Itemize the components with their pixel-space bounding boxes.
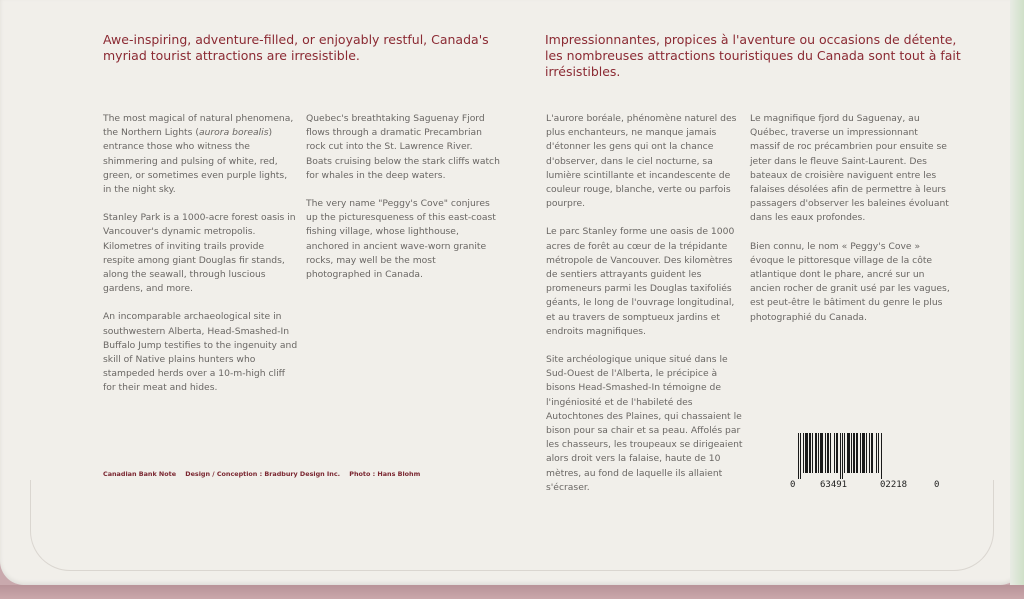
barcode-bar <box>820 433 823 473</box>
barcode-group-1: 63491 <box>820 480 848 490</box>
heading-english: Awe-inspiring, adventure-filled, or enjoyably restful, Canada's myriad tourist attractions are irresistible. <box>103 32 489 63</box>
envelope-flap-outline <box>30 480 994 571</box>
barcode-bar <box>800 433 801 479</box>
barcode-bar <box>844 433 845 473</box>
english-column-1 <box>103 112 298 410</box>
barcode-bar <box>798 433 799 479</box>
barcode-bar <box>869 433 870 473</box>
barcode-right-digit: 0 <box>934 480 940 490</box>
barcode-bar <box>836 433 838 473</box>
barcode-bars <box>796 433 936 479</box>
barcode-group-2: 02218 <box>880 480 908 490</box>
barcode-bar <box>853 433 855 473</box>
paragraph-fjord-saguenay: Le magnifique fjord du Saguenay, au Québec, traverse un impressionnant massif de roc précambrien pour ensuite se jeter dans le fleuve Saint-Laurent. Des bateaux de croisière naviguent entre les falaises désolées afin de permettre à leurs passagers d'observer les baleines évoluant dans les eaux profondes. <box>750 113 949 224</box>
barcode-bar <box>871 433 873 473</box>
barcode-bar <box>812 433 813 473</box>
paragraph-aurore-boreale: L'aurore boréale, phénomène naturel des plus enchanteurs, ne manque jamais d'étonner les gens qui ont la chance d'observer, dans le ciel nocturne, sa lumière scintillante et incandescente de couleur rouge, blanche, verte ou parfois pourpre. <box>546 113 737 210</box>
french-column-2 <box>750 112 950 339</box>
barcode-bar <box>818 433 819 473</box>
paragraph-peggys-cove-fr: Bien connu, le nom « Peggy's Cove » évoque le pittoresque village de la côte atlantique dont le phare, ancré sur un ancien rocher de granit usé par les vagues, est peut-être le bâtiment du genre le plus photographié du Canada. <box>750 240 950 323</box>
barcode-bar <box>878 433 879 473</box>
heading-french: Impressionnantes, propices à l'aventure ou occasions de détente, les nombreuses attractions touristiques du Canada sont tout à fait irrésistibles. <box>545 32 961 79</box>
italic-term: aurora borealis <box>198 127 269 139</box>
barcode-bar <box>827 433 829 473</box>
english-column-2 <box>306 112 501 296</box>
envelope-edge <box>1010 0 1024 585</box>
paragraph-stanley-park: Stanley Park is a 1000-acre forest oasis in Vancouver's dynamic metropolis. Kilometres of inviting trails provide respite among giant Douglas fir stands, along the seawall, through luscious gardens, and more. <box>103 212 296 295</box>
credit-design: Design / Conception : Bradbury Design Inc. <box>185 470 341 478</box>
barcode-bar <box>830 433 831 473</box>
paragraph-site-archeologique: Site archéologique unique situé dans le Sud-Ouest de l'Alberta, le précipice à bisons Head-Smashed-In témoigne de l'ingéniosité et de l'habileté des Autochtones des Plaines, qui chassaient le bison pour sa chair et sa peau. Affolés par les chasseurs, les troupeaux se dirigeaient alors droit vers la falaise, haute de 10 mètres, au fond de laquelle ils allaient s'écraser. <box>546 354 743 493</box>
paragraph-peggys-cove: The very name "Peggy's Cove" conjures up the picturesqueness of this east-coast fishing village, whose lighthouse, anchored in ancient wave-worn granite rocks, may well be the most photographed in Canada. <box>306 198 496 281</box>
barcode-bar <box>803 433 804 473</box>
barcode-bar <box>825 433 826 473</box>
barcode-bar <box>809 433 811 473</box>
barcode-bar <box>881 433 882 479</box>
credits-line <box>103 470 427 478</box>
paragraph-saguenay-fjord: Quebec's breathtaking Saguenay Fjord flows through a dramatic Precambrian rock cut into the St. Lawrence River. Boats cruising below the stark cliffs watch for whales in the deep waters. <box>306 113 500 181</box>
barcode-left-digit: 0 <box>790 480 796 490</box>
paragraph-parc-stanley: Le parc Stanley forme une oasis de 1000 acres de forêt au cœur de la trépidante métropole de Vancouver. Des kilomètres de sentiers attrayants guident les promeneurs parmi les Douglas taxifoliés géants, le long de l'ouvrage longitudinal, et au travers de somptueux jardins et endroits magnifiques. <box>546 226 735 337</box>
barcode-bar <box>840 433 841 479</box>
barcode-bar <box>847 433 850 473</box>
credit-photo: Photo : Hans Blohm <box>349 470 421 478</box>
barcode-bar <box>851 433 852 473</box>
credit-printer: Canadian Bank Note <box>103 470 177 478</box>
barcode <box>790 433 940 491</box>
barcode-bar <box>856 433 858 473</box>
barcode-bar <box>842 433 843 479</box>
barcode-bar <box>860 433 861 473</box>
text-fragment: ) entrance those who witness the shimmering and pulsing of white, red, green, or sometimes even purple lights, in the night sky. <box>103 127 288 196</box>
barcode-bar <box>834 433 835 473</box>
barcode-bar <box>815 433 817 473</box>
french-column-1 <box>546 112 746 509</box>
paragraph-northern-lights <box>103 112 298 197</box>
barcode-bar <box>805 433 808 473</box>
paragraph-head-smashed-in: An incomparable archaeological site in southwestern Alberta, Head-Smashed-In Buffalo Jump testifies to the ingenuity and skill of Native plains hunters who stampeded herds over a 10-m-high cliff for their meat and hides. <box>103 311 298 394</box>
barcode-bar <box>866 433 867 473</box>
text-fragment: The most magical of natural phenomena, the Northern Lights ( <box>103 113 294 139</box>
envelope-shadow <box>0 585 1024 599</box>
barcode-bar <box>862 433 865 473</box>
barcode-bar <box>876 433 877 473</box>
